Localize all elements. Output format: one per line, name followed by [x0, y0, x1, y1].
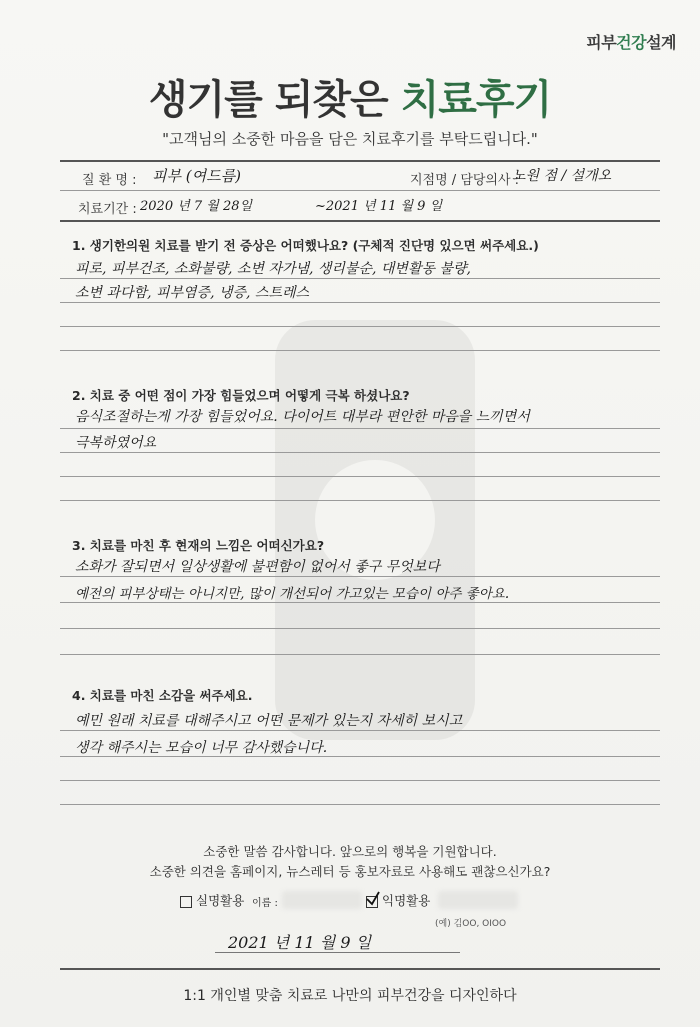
question-4-answer-line: 생각 해주시는 모습이 너무 감사했습니다.	[75, 740, 328, 756]
page-subtitle: "고객님의 소중한 마음을 담은 치료후기를 부탁드립니다."	[162, 130, 538, 148]
question-4-answer-line: 예민 원래 치료를 대해주시고 어떤 문제가 있는지 자세히 보시고	[75, 713, 463, 729]
question-1-answer-line: 피로, 피부건조, 소화불량, 소변 자가냄, 생리불순, 대변활동 불량,	[75, 261, 471, 277]
name-example: (예) 김OO, OIOO	[435, 919, 507, 929]
redacted-anonymous-name	[438, 891, 518, 909]
period-row	[60, 192, 660, 218]
branch-label: 지점명 / 담당의사 :	[410, 173, 520, 188]
writing-line	[60, 780, 660, 781]
divider	[60, 190, 660, 191]
question-2-answer-line: 극복하였어요	[75, 435, 157, 451]
writing-line	[60, 576, 660, 577]
consent-question: 소중한 의견을 홈페이지, 뉴스레터 등 홍보자료로 사용해도 괜찮으신가요?	[149, 864, 551, 879]
period-start: 2020 년 7 월 28일	[140, 199, 253, 214]
question-3-title: 3. 치료를 마친 후 현재의 느낌은 어떠신가요?	[72, 538, 325, 553]
period-end: ~2021 년 11 월 9 일	[315, 199, 443, 214]
writing-line	[60, 350, 660, 351]
disease-label: 질 환 명 :	[82, 173, 137, 188]
date-underline	[215, 952, 460, 953]
writing-line	[60, 500, 660, 501]
question-1-title: 1. 생기한의원 치료를 받기 전 증상은 어떠했나요? (구체적 진단명 있으면 써주세요.)	[72, 238, 539, 253]
writing-line	[60, 452, 660, 453]
writing-line	[60, 804, 660, 805]
writing-line	[60, 602, 660, 603]
question-4-title: 4. 치료를 마친 소감을 써주세요.	[72, 688, 253, 703]
writing-line	[60, 326, 660, 327]
real-name-checkbox[interactable]	[180, 896, 192, 908]
redacted-name	[282, 891, 362, 909]
question-2-title: 2. 치료 중 어떤 점이 가장 힘들었으며 어떻게 극복 하셨나요?	[72, 388, 410, 403]
check-mark-icon	[365, 891, 381, 907]
brand-logo: 피부건강설계	[586, 33, 676, 52]
writing-line	[60, 628, 660, 629]
period-label: 치료기간 :	[78, 202, 137, 217]
disease-value: 피부 (여드름)	[152, 167, 241, 185]
branch-value: 노원 점 / 설개오	[512, 168, 612, 184]
writing-line	[60, 476, 660, 477]
divider	[60, 160, 660, 162]
disease-row	[60, 163, 660, 189]
writing-line	[60, 654, 660, 655]
signature-date: 2021 년 11 월 9 일	[228, 933, 372, 952]
writing-line	[60, 756, 660, 757]
anonymous-checkbox[interactable]	[366, 896, 378, 908]
thanks-message: 소중한 말씀 감사합니다. 앞으로의 행복을 기원합니다.	[203, 844, 497, 859]
divider	[60, 220, 660, 222]
question-2-answer-line: 음식조절하는게 가장 힘들었어요. 다이어트 대부라 편안한 마음을 느끼면서	[75, 409, 530, 425]
page-title: 생기를 되찾은 치료후기	[148, 77, 552, 123]
writing-line	[60, 730, 660, 731]
writing-line	[60, 278, 660, 279]
real-name-option[interactable]: 실명활용	[180, 891, 244, 909]
question-3-answer-line: 예전의 피부상태는 아니지만, 많이 개선되어 가고있는 모습이 아주 좋아요.	[75, 586, 510, 602]
watermark-logo	[255, 320, 495, 740]
footer-slogan: 1:1 개인별 맞춤 치료로 나만의 피부건강을 디자인하다	[183, 988, 517, 1004]
writing-line	[60, 302, 660, 303]
name-label: 이름 :	[252, 898, 278, 909]
question-3-answer-line: 소화가 잘되면서 일상생활에 불편함이 없어서 좋구 무엇보다	[75, 559, 440, 575]
writing-line	[60, 428, 660, 429]
question-1-answer-line: 소변 과다함, 피부염증, 냉증, 스트레스	[75, 285, 310, 301]
footer-divider	[60, 968, 660, 970]
anonymous-option[interactable]: 익명활용	[366, 891, 430, 909]
